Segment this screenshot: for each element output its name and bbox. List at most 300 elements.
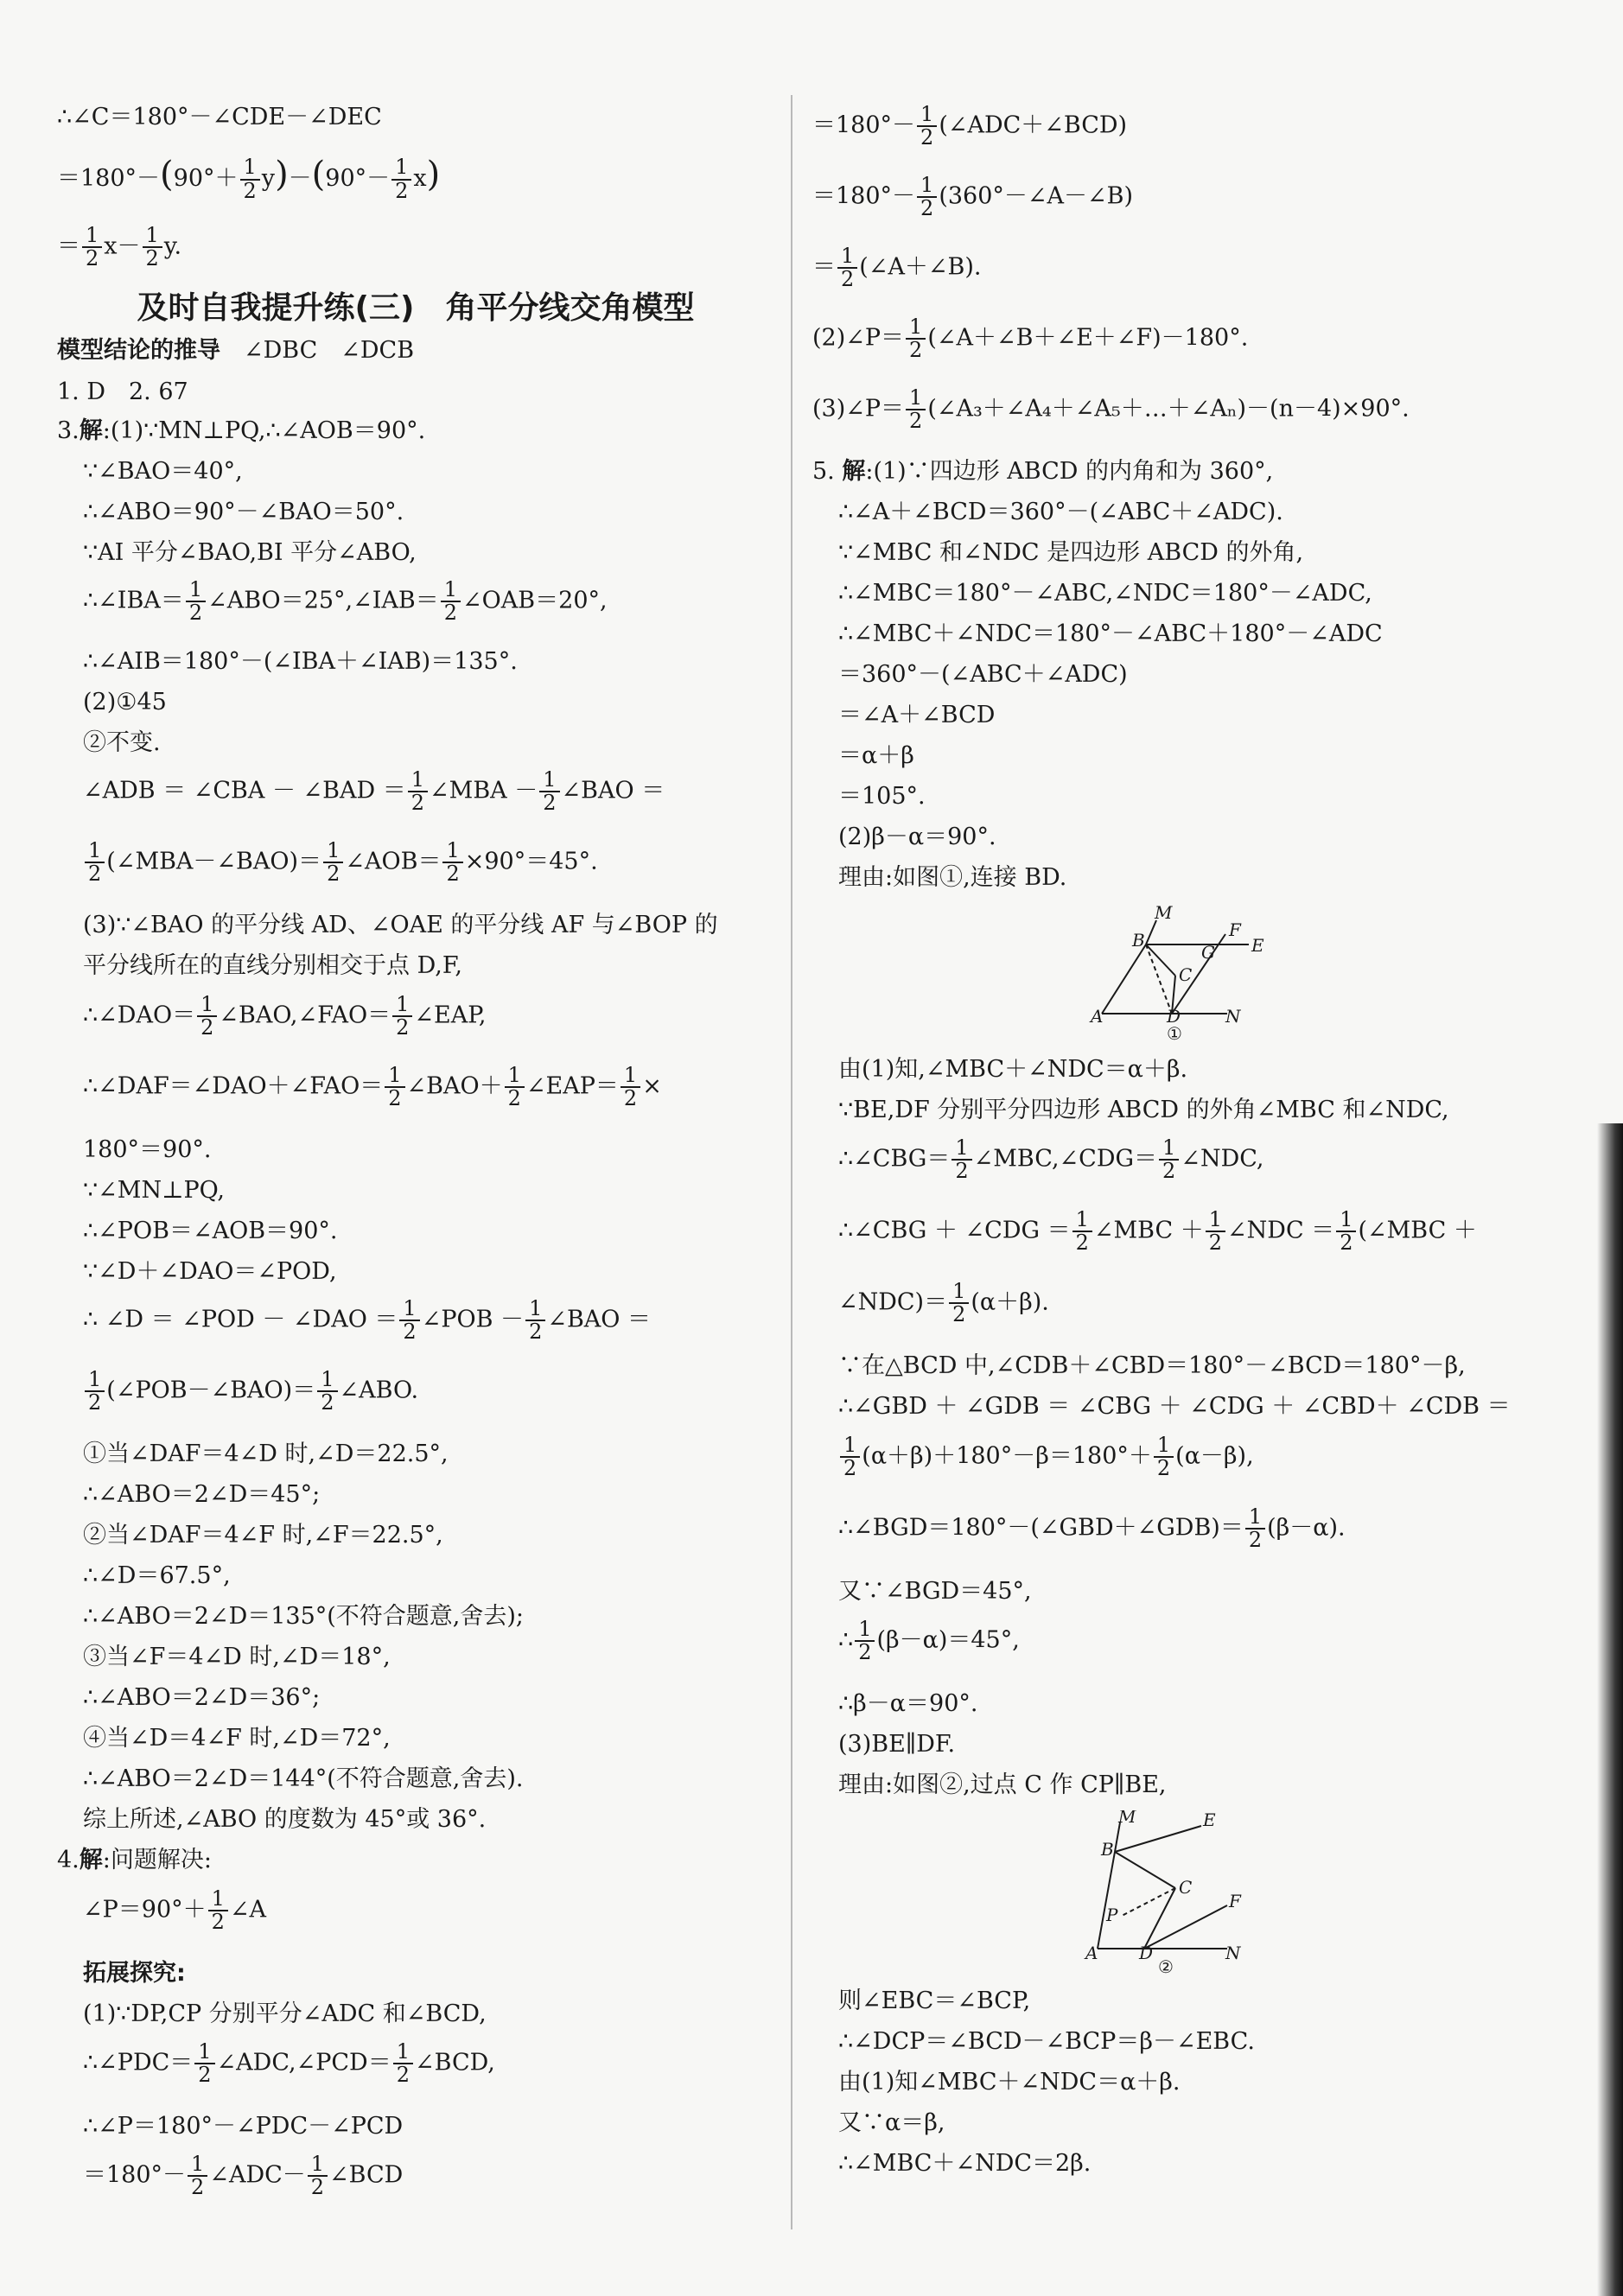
fraction — [906, 316, 926, 361]
text-fragment: (3)∠P＝ — [812, 395, 905, 423]
text-fragment: 1 — [855, 1619, 875, 1642]
text-fragment: 90°－ — [325, 165, 391, 192]
text-fragment: ∠ADB ＝ ∠CBA － ∠BAD ＝ — [83, 777, 406, 805]
text-fragment: 2 — [443, 601, 458, 626]
text-fragment: ∠NDC ＝ — [1227, 1217, 1335, 1244]
fraction — [385, 1065, 404, 1110]
text-line — [838, 1209, 1477, 1254]
fraction — [952, 1137, 971, 1182]
fraction — [399, 1298, 419, 1343]
text-fragment: 2 — [396, 1015, 410, 1040]
text-line — [812, 175, 1133, 219]
text-line: ∴∠POB＝∠AOB＝90°. — [83, 1218, 338, 1244]
text-fragment: 2 — [1162, 1159, 1176, 1184]
text-fragment: ∠BCD, — [415, 2049, 495, 2077]
text-line: 平分线所在的直线分别相交于点 D,F, — [83, 952, 462, 979]
text-fragment: 1 — [323, 840, 343, 863]
text-line: ∵BE,DF 分别平分四边形 ABCD 的外角∠MBC 和∠NDC, — [838, 1097, 1449, 1123]
text-fragment: 1 — [505, 1065, 525, 1088]
fraction — [1154, 1434, 1174, 1479]
text-fragment: ∠ADC－ — [209, 2161, 306, 2189]
text-fragment: (α＋β)＋180°－β＝180°＋ — [862, 1442, 1152, 1470]
text-fragment: ＝180°－ — [812, 111, 916, 139]
text-line — [83, 994, 487, 1039]
text-fragment: ＝180°－ — [812, 182, 916, 210]
text-fragment: 2 — [1075, 1231, 1089, 1256]
text-line — [57, 417, 425, 445]
label-D: D — [1139, 1943, 1154, 1963]
text-fragment: 1 — [391, 156, 411, 180]
text-fragment: 1 — [194, 2041, 214, 2064]
text-line: ∴∠MBC＝180°－∠ABC,∠NDC＝180°－∠ADC, — [838, 580, 1372, 607]
label-N: N — [1225, 1943, 1241, 1963]
text-line: ∵在△BCD 中,∠CDB＋∠CBD＝180°－∠BCD＝180°－β, — [838, 1352, 1466, 1379]
text-line: 又∵α＝β, — [838, 2109, 945, 2136]
text-line: ∴∠ABO＝2∠D＝135°(不符合题意,舍去); — [83, 1603, 525, 1630]
text-fragment: 2 — [623, 1086, 638, 1111]
text-line: 又∵∠BGD＝45°, — [838, 1578, 1032, 1605]
text-line: ∵∠MN⊥PQ, — [83, 1177, 226, 1204]
text-fragment: 1 — [1206, 1209, 1225, 1232]
text-fragment: (α－β), — [1175, 1442, 1254, 1470]
text-fragment: 解 — [842, 458, 866, 485]
text-line: ∵∠BAO＝40°, — [83, 458, 243, 485]
label-M: M — [1155, 903, 1173, 923]
text-fragment: 2 — [88, 1390, 102, 1415]
text-fragment: ∴∠BGD＝180°－(∠GBD＋∠GDB)＝ — [838, 1514, 1244, 1542]
text-fragment: 1 — [385, 1065, 404, 1088]
text-fragment: ∴∠DAF＝∠DAO＋∠FAO＝ — [83, 1072, 384, 1100]
text-line — [838, 1281, 1049, 1326]
text-line: (1)∵DP,CP 分别平分∠ADC 和∠BCD, — [83, 2000, 487, 2027]
text-fragment: 1 — [308, 2153, 328, 2177]
fraction — [949, 1281, 969, 1326]
text-line: ④当∠D＝4∠F 时,∠D＝72°, — [83, 1725, 391, 1752]
line-BD — [1146, 944, 1172, 1014]
text-fragment: 1 — [837, 245, 857, 269]
text-line — [83, 2153, 403, 2198]
text-fragment: ∠OAB＝20°, — [462, 587, 608, 614]
text-line: 理由:如图①,连接 BD. — [838, 864, 1067, 891]
label-E: E — [1251, 935, 1264, 956]
text-fragment: ∠AOB＝ — [345, 848, 442, 875]
fraction — [441, 579, 461, 624]
text-fragment: 2 — [920, 196, 934, 221]
text-fragment: (β－α)＝45°, — [876, 1626, 1020, 1654]
text-fragment: 2 — [920, 125, 934, 150]
text-fragment: 1 — [442, 840, 462, 863]
label-F: F — [1229, 919, 1241, 940]
text-fragment: 1 — [441, 579, 461, 602]
text-fragment: (360°－∠A－∠B) — [939, 182, 1134, 210]
text-line: ＝∠A＋∠BCD — [838, 702, 996, 728]
line-BM — [1115, 1822, 1120, 1852]
text-fragment: (β－α). — [1267, 1514, 1346, 1542]
fraction — [323, 840, 343, 885]
text-fragment: ∠MBC ＋ — [1093, 1217, 1204, 1244]
text-line: 则∠EBC＝∠BCP, — [838, 1988, 1031, 2014]
text-fragment: 2 — [86, 246, 99, 271]
text-fragment: 3. — [57, 417, 80, 444]
text-fragment: 1 — [317, 1369, 337, 1392]
text-fragment: ∴ ∠D ＝ ∠POD － ∠DAO ＝ — [83, 1306, 398, 1333]
fraction — [188, 2153, 207, 2198]
text-fragment: 2 — [543, 791, 557, 816]
figure-1-caption: ① — [1167, 1023, 1182, 1041]
text-fragment: 1 — [392, 994, 412, 1017]
text-line: 180°＝90°. — [83, 1136, 212, 1163]
label-F: F — [1229, 1891, 1241, 1911]
text-fragment: ∠EAP＝ — [525, 1072, 619, 1100]
text-fragment: ∠EAP, — [414, 1002, 487, 1029]
text-fragment: 1 — [1072, 1209, 1092, 1232]
text-line: ∴∠MBC＋∠NDC＝2β. — [838, 2150, 1092, 2177]
text-fragment: 1 — [906, 316, 926, 340]
text-fragment: 1 — [917, 175, 937, 198]
text-fragment: ∠P＝90°＋ — [83, 1896, 207, 1924]
fraction — [143, 225, 162, 270]
text-line: 由(1)知∠MBC＋∠NDC＝α＋β. — [838, 2069, 1181, 2096]
text-fragment: 1 — [525, 1298, 545, 1321]
text-fragment: ∴∠CBG＝ — [838, 1145, 951, 1173]
text-fragment: 1 — [917, 104, 937, 127]
fraction — [917, 104, 937, 149]
label-C: C — [1179, 964, 1193, 985]
text-fragment: ∠NDC, — [1181, 1145, 1264, 1173]
text-line: 综上所述,∠ABO 的度数为 45°或 36°. — [83, 1806, 487, 1833]
text-line — [57, 337, 414, 365]
text-fragment: 1 — [1336, 1209, 1356, 1232]
text-fragment: ∠POB － — [421, 1306, 525, 1333]
text-fragment: 2 — [1340, 1231, 1353, 1256]
text-fragment: ×90°＝45°. — [464, 848, 598, 875]
line-BE — [1115, 1826, 1201, 1852]
fraction — [194, 2041, 214, 2086]
text-fragment: ∠BAO ＝ — [547, 1306, 652, 1333]
text-fragment: 2 — [952, 1302, 966, 1327]
scan-edge-shadow — [1597, 1123, 1623, 2296]
text-line: ②当∠DAF＝4∠F 时,∠F＝22.5°, — [83, 1522, 443, 1549]
text-fragment: (∠ADC＋∠BCD) — [939, 111, 1128, 139]
text-line: 由(1)知,∠MBC＋∠NDC＝α＋β. — [838, 1056, 1188, 1083]
text-line: (2)β－α＝90°. — [838, 824, 996, 850]
text-fragment: 1 — [539, 769, 559, 792]
text-fragment: ( — [160, 155, 174, 194]
fraction — [392, 994, 412, 1039]
text-fragment: ∴∠IBA＝ — [83, 587, 184, 614]
fraction — [186, 579, 206, 624]
text-line: ∴∠ABO＝2∠D＝36°; — [83, 1684, 321, 1711]
text-fragment: 2 — [200, 1015, 214, 1040]
label-G: G — [1201, 942, 1215, 963]
text-fragment: 1 — [840, 1434, 860, 1458]
text-fragment: 2 — [145, 246, 159, 271]
text-fragment: ∠BCD — [329, 2161, 404, 2189]
text-line — [57, 1847, 212, 1874]
line-BC — [1115, 1852, 1175, 1888]
text-fragment: ) — [426, 155, 441, 194]
text-line: 1. D 2. 67 — [57, 378, 188, 405]
text-fragment: 模型结论的推导 — [57, 337, 220, 364]
text-fragment: 2 — [88, 862, 102, 887]
text-fragment: 1 — [240, 156, 260, 180]
text-line: ∴∠C＝180°－∠CDE－∠DEC — [57, 104, 382, 130]
text-fragment: 2 — [909, 409, 923, 434]
figure-2-caption: ② — [1158, 1956, 1174, 1975]
text-line — [838, 1506, 1346, 1551]
text-fragment: 2 — [446, 862, 460, 887]
text-line: ＝105°. — [838, 783, 926, 810]
text-fragment: y — [261, 165, 276, 192]
text-fragment: 2 — [310, 2175, 325, 2200]
fraction — [85, 1369, 105, 1414]
text-fragment: ∠ABO＝25°,∠IAB＝ — [207, 587, 439, 614]
text-fragment: (2)∠P＝ — [812, 324, 905, 352]
text-fragment: 2 — [327, 862, 341, 887]
text-line: ∴β－α＝90°. — [838, 1690, 978, 1717]
text-fragment: ∴∠PDC＝ — [83, 2049, 194, 2077]
text-fragment: × — [642, 1072, 662, 1100]
text-fragment: ∴ — [838, 1626, 854, 1654]
text-line: (3)BE∥DF. — [838, 1731, 956, 1758]
text-fragment: ) — [275, 155, 289, 194]
fraction — [308, 2153, 328, 2198]
text-fragment: ∠ADC,∠PCD＝ — [216, 2049, 391, 2077]
text-fragment: 1 — [949, 1281, 969, 1304]
text-line — [57, 154, 440, 202]
label-P: P — [1106, 1905, 1118, 1925]
text-line: 理由:如图②,过点 C 作 CP∥BE, — [838, 1771, 1167, 1798]
text-fragment: ＝ — [812, 253, 836, 281]
text-fragment: 解 — [79, 1847, 103, 1873]
text-fragment: 解 — [79, 417, 103, 444]
text-line — [83, 840, 598, 885]
text-fragment: 1 — [408, 769, 428, 792]
fraction — [855, 1619, 875, 1663]
column-divider — [791, 95, 792, 2229]
text-fragment: :问题解决: — [102, 1847, 212, 1873]
text-fragment: 2 — [909, 338, 923, 363]
label-A: A — [1091, 1006, 1104, 1027]
text-fragment: 2 — [507, 1086, 521, 1111]
text-fragment: :(1)∵四边形 ABCD 的内角和为 360°, — [865, 458, 1274, 485]
text-fragment: ( — [311, 155, 326, 194]
text-line: ∴∠GBD ＋ ∠GDB ＝ ∠CBG ＋ ∠CDG ＋ ∠CBD＋ ∠CDB ＝ — [838, 1393, 1511, 1420]
text-fragment: ∴∠DAO＝ — [83, 1002, 196, 1029]
label-C: C — [1179, 1877, 1193, 1898]
fraction — [525, 1298, 545, 1343]
text-fragment: 拓展探究: — [83, 1960, 186, 1987]
text-fragment: 1 — [393, 2041, 413, 2064]
text-fragment: 2 — [243, 178, 257, 203]
text-fragment: 2 — [955, 1159, 969, 1184]
text-fragment: 2 — [188, 601, 203, 626]
fraction — [505, 1065, 525, 1110]
text-fragment: y. — [163, 232, 182, 260]
text-fragment: ＝ — [57, 232, 80, 260]
text-line: ∴∠A＋∠BCD＝360°－(∠ABC＋∠ADC). — [838, 499, 1283, 525]
text-fragment: (∠MBC ＋ — [1358, 1217, 1477, 1244]
fraction — [85, 840, 105, 885]
text-line: ②不变. — [83, 729, 161, 756]
text-fragment: 2 — [211, 1910, 225, 1935]
text-line — [83, 1298, 651, 1343]
text-fragment: (∠A＋∠B＋∠E＋∠F)－180°. — [927, 324, 1249, 352]
text-line — [838, 1137, 1264, 1182]
text-fragment: 1 — [1245, 1506, 1265, 1530]
text-fragment: ∴∠CBG ＋ ∠CDG ＝ — [838, 1217, 1071, 1244]
text-fragment: ＝180°－ — [57, 165, 161, 192]
line-BM — [1146, 920, 1156, 944]
text-fragment: 2 — [1208, 1231, 1223, 1256]
label-B: B — [1132, 930, 1145, 951]
text-fragment: ∠ABO. — [339, 1377, 419, 1404]
text-line: ∴∠DCP＝∠BCD－∠BCP＝β－∠EBC. — [838, 2028, 1255, 2055]
line-AB — [1098, 1852, 1115, 1949]
text-fragment: ∠MBC,∠CDG＝ — [973, 1145, 1158, 1173]
text-line: ∴∠ABO＝2∠D＝45°; — [83, 1481, 321, 1508]
text-line — [812, 104, 1127, 149]
text-fragment: 2 — [841, 267, 855, 292]
text-line: ∴∠ABO＝90°－∠BAO＝50°. — [83, 499, 404, 525]
text-line — [83, 1960, 186, 1988]
text-fragment: 2 — [198, 2063, 212, 2088]
text-fragment: ∠BAO＋ — [406, 1072, 503, 1100]
text-line — [57, 225, 181, 270]
text-line — [83, 2041, 495, 2086]
text-line — [83, 1369, 418, 1414]
fraction — [840, 1434, 860, 1479]
fraction — [442, 840, 462, 885]
text-line: ③当∠F＝4∠D 时,∠D＝18°, — [83, 1644, 391, 1670]
text-fragment: 1 — [82, 225, 102, 248]
fraction — [621, 1065, 640, 1110]
text-line: ＝α＋β — [838, 742, 914, 769]
text-fragment: 1 — [952, 1137, 971, 1161]
text-fragment: 2 — [1156, 1456, 1171, 1481]
fraction — [208, 1888, 228, 1933]
fraction — [393, 2041, 413, 2086]
text-fragment: 1 — [186, 579, 206, 602]
text-line: ∴∠ABO＝2∠D＝144°(不符合题意,舍去). — [83, 1765, 524, 1792]
figure-1 — [1072, 903, 1279, 1047]
fraction — [408, 769, 428, 814]
text-fragment: 2 — [529, 1320, 543, 1345]
fraction — [82, 225, 102, 270]
text-fragment: (∠A＋∠B). — [859, 253, 982, 281]
text-line: ∵∠D＋∠DAO＝∠POD, — [83, 1258, 337, 1285]
text-fragment: ∠MBA － — [430, 777, 538, 805]
fraction — [1206, 1209, 1225, 1254]
text-fragment: (∠MBA－∠BAO)＝ — [106, 848, 322, 875]
text-fragment: 2 — [388, 1086, 402, 1111]
text-line: ＝360°－(∠ABC＋∠ADC) — [838, 661, 1128, 688]
label-D: D — [1167, 1006, 1181, 1027]
text-fragment: 5. — [812, 458, 835, 485]
fraction — [240, 156, 260, 201]
text-line — [812, 316, 1248, 361]
text-fragment: 1 — [906, 387, 926, 410]
text-fragment: 2 — [403, 1320, 417, 1345]
fraction — [1072, 1209, 1092, 1254]
text-fragment: 2 — [395, 178, 409, 203]
text-fragment: 2 — [411, 791, 425, 816]
fraction — [1159, 1137, 1179, 1182]
text-fragment: ∠BAO,∠FAO＝ — [219, 1002, 391, 1029]
fraction — [391, 156, 411, 201]
text-fragment: :(1)∵MN⊥PQ,∴∠AOB＝90°. — [102, 417, 426, 444]
section-title: 及时自我提升练(三) 角平分线交角模型 — [137, 290, 695, 326]
text-fragment: (∠POB－∠BAO)＝ — [106, 1377, 316, 1404]
text-fragment: 1 — [143, 225, 162, 248]
text-fragment: (∠A₃＋∠A₄＋∠A₅＋…＋∠Aₙ)－(n－4)×90°. — [927, 395, 1410, 423]
text-fragment: 1 — [85, 840, 105, 863]
text-fragment: 2 — [396, 2063, 410, 2088]
text-fragment: 1 — [85, 1369, 105, 1392]
fraction — [317, 1369, 337, 1414]
text-line: ∵∠MBC 和∠NDC 是四边形 ABCD 的外角, — [838, 539, 1304, 566]
label-B: B — [1101, 1839, 1114, 1860]
fraction — [197, 994, 217, 1039]
text-line: ∴∠D＝67.5°, — [83, 1562, 231, 1589]
text-line: (3)∵∠BAO 的平分线 AD、∠OAE 的平分线 AF 与∠BOP 的 — [83, 912, 718, 938]
fraction — [917, 175, 937, 219]
line-AB — [1102, 944, 1146, 1014]
text-line: ∴∠MBC＋∠NDC＝180°－∠ABC＋180°－∠ADC — [838, 620, 1383, 647]
text-fragment: ∠BAO ＝ — [561, 777, 665, 805]
text-fragment: ∠A — [229, 1896, 267, 1924]
text-line — [812, 458, 1273, 486]
fraction — [539, 769, 559, 814]
text-line — [83, 1888, 266, 1933]
text-fragment: 1 — [621, 1065, 640, 1088]
text-fragment: (α＋β). — [971, 1288, 1049, 1316]
text-fragment: x — [413, 165, 427, 192]
fraction — [1245, 1506, 1265, 1551]
text-fragment: 90°＋ — [173, 165, 239, 192]
text-fragment: 2 — [843, 1456, 857, 1481]
text-fragment: － — [288, 165, 312, 192]
text-fragment: 1 — [188, 2153, 207, 2177]
text-line — [812, 387, 1410, 432]
figure-2 — [1072, 1810, 1279, 1981]
text-line: ∴∠AIB＝180°－(∠IBA＋∠IAB)＝135°. — [83, 648, 518, 675]
text-line: ①当∠DAF＝4∠D 时,∠D＝22.5°, — [83, 1441, 449, 1467]
text-fragment: 1 — [197, 994, 217, 1017]
fraction — [837, 245, 857, 290]
fraction — [1336, 1209, 1356, 1254]
text-fragment: 1 — [208, 1888, 228, 1911]
text-fragment: 1 — [1159, 1137, 1179, 1161]
label-M: M — [1118, 1810, 1136, 1827]
text-fragment: ∠NDC)＝ — [838, 1288, 948, 1316]
text-line — [812, 245, 982, 290]
fraction — [906, 387, 926, 432]
label-A: A — [1085, 1943, 1098, 1963]
text-fragment: 1 — [399, 1298, 419, 1321]
text-line: ∴∠P＝180°－∠PDC－∠PCD — [83, 2113, 404, 2140]
text-fragment: 1 — [1154, 1434, 1174, 1458]
text-fragment: ∠DBC ∠DCB — [244, 337, 415, 364]
label-N: N — [1225, 1006, 1241, 1027]
line-DF — [1144, 1905, 1227, 1949]
text-line: (2)①45 — [83, 689, 167, 716]
label-E: E — [1203, 1810, 1216, 1830]
text-line — [838, 1619, 1020, 1663]
text-line — [83, 769, 665, 814]
text-fragment: x－ — [104, 232, 141, 260]
text-fragment: 2 — [191, 2175, 205, 2200]
